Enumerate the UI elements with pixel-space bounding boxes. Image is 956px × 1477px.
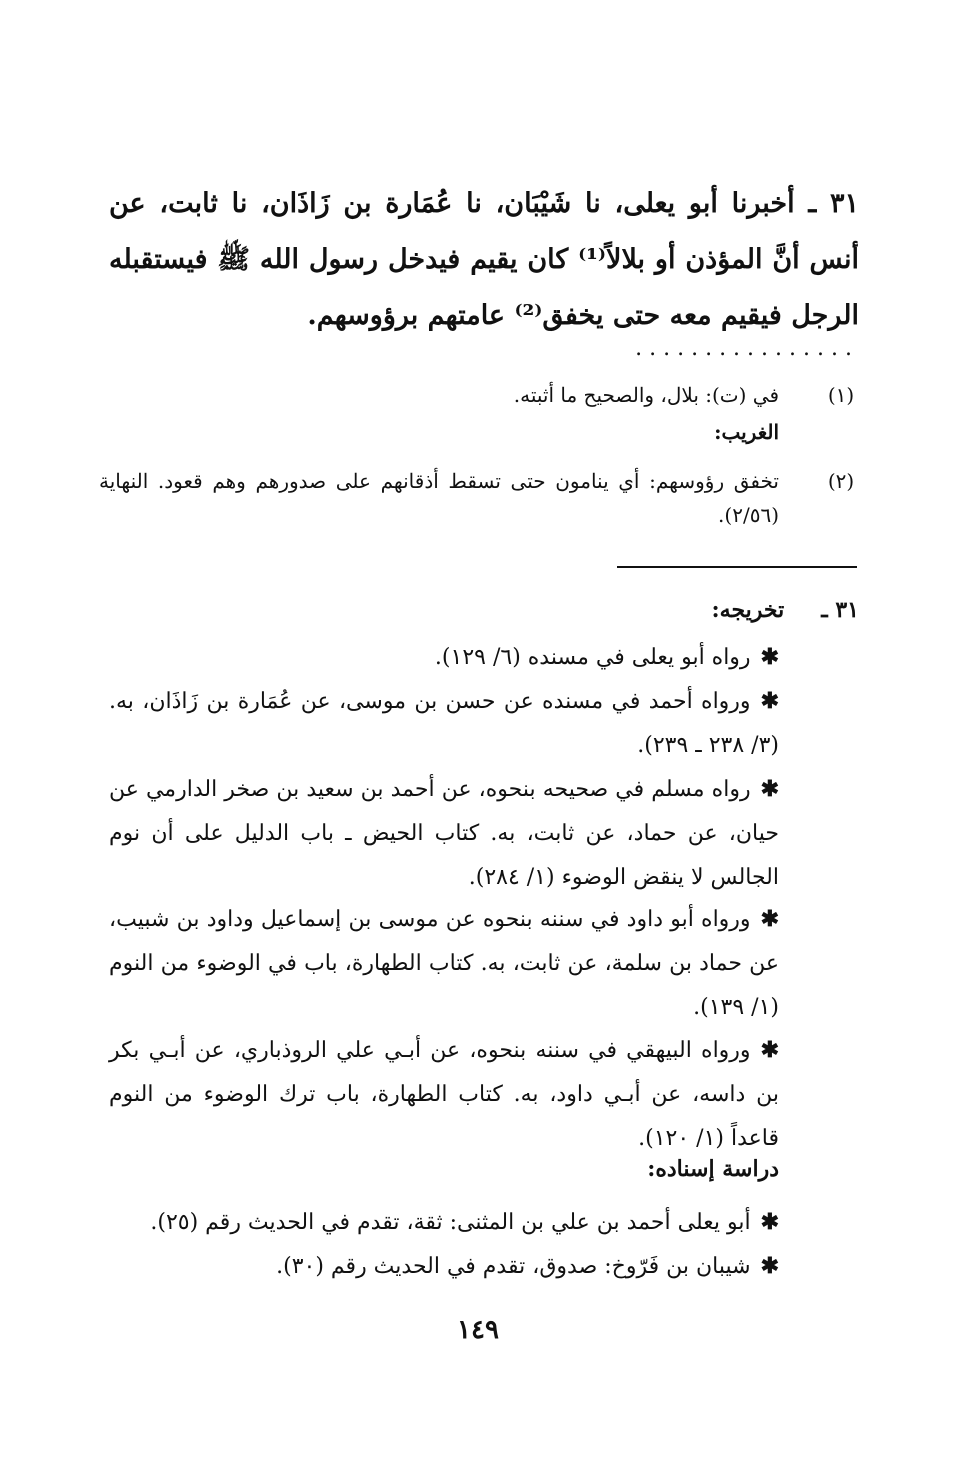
star-bullet-icon: ✱ <box>760 906 779 932</box>
star-bullet-icon: ✱ <box>760 1253 779 1279</box>
star-bullet-icon: ✱ <box>760 1209 779 1235</box>
star-bullet-icon: ✱ <box>760 644 779 670</box>
separator-dots: ................ <box>635 336 859 360</box>
isnad-entry <box>109 1244 779 1289</box>
takhrij-entry-text: رواه أبو يعلى في مسنده (٦/ ١٢٩). <box>434 645 751 670</box>
section-divider <box>617 566 857 568</box>
isnad-entry-text: شيبان بن فَرّوخ: صدوق، تقدم في الحديث رقم (٣٠). <box>276 1254 751 1279</box>
takhrij-entry <box>109 767 779 900</box>
footnote-number: (١) <box>827 383 855 407</box>
isnad-entry-text: أبو يعلى أحمد بن علي بن المثنى: ثقة، تقدم في الحديث رقم (٢٥). <box>150 1210 751 1235</box>
takhrij-number: ٣١ ـ <box>821 597 859 623</box>
isnad-entry <box>109 1200 779 1245</box>
takhrij-heading <box>99 588 859 632</box>
footnote-1 <box>99 378 859 412</box>
page-number: ١٤٩ <box>457 1315 499 1345</box>
takhrij-entry <box>109 897 779 1030</box>
isnad-heading: دراسة إسناده: <box>647 1156 779 1182</box>
hadith-text <box>109 176 859 344</box>
takhrij-entry <box>109 1028 779 1161</box>
glossary-label: الغريب: <box>714 420 779 444</box>
takhrij-entry-text: ورواه البيهقي في سننه بنحوه، عن أبـي علي الروذباري، عن أبـي بكر بن داسه، عن أبـي داود، به. كتاب الطهارة، باب ترك الوضوء من النوم قاعداً (١/ ١٢٠). <box>109 1038 779 1151</box>
takhrij-entry <box>109 679 779 768</box>
footnote-2 <box>99 464 859 532</box>
star-bullet-icon: ✱ <box>760 776 779 802</box>
takhrij-title: تخريجه: <box>711 597 785 623</box>
takhrij-entry-text: رواه مسلم في صحيحه بنحوه، عن أحمد بن سعيد بن صخر الدارمي عن حيان، عن حماد، عن ثابت، به. كتاب الحيض ـ باب الدليل على أن نوم الجالس لا ينقض الوضوء (١/ ٢٨٤). <box>109 777 779 890</box>
footnote-text: تخفق رؤوسهم: أي ينامون حتى تسقط أذقانهم على صدورهم وهم قعود. النهاية (٢/٥٦). <box>99 469 779 527</box>
footnote-number: (٢) <box>827 469 855 493</box>
star-bullet-icon: ✱ <box>760 688 779 714</box>
footnote-text: في (ت): بلال، والصحيح ما أثبته. <box>513 383 779 407</box>
takhrij-entry-text: ورواه أحمد في مسنده عن حسن بن موسى، عن عُمَارة بن زَاذَان، به. (٣/ ٢٣٨ ـ ٢٣٩). <box>109 689 779 758</box>
hadith-body: أخبرنا أبو يعلى، نا شَيْبَان، نا عُمَارة بن زَاذَان، نا ثابت، عن أنس أنَّ المؤذن أو بلالاً⁽¹⁾ كان يقيم فيدخل رسول الله ﷺ فيستقبله الرجل فيقيم معه حتى يخفق⁽²⁾ عامتهم برؤوسهم. <box>109 188 859 331</box>
hadith-number: ٣١ ـ <box>808 188 860 219</box>
takhrij-entry <box>109 635 779 680</box>
star-bullet-icon: ✱ <box>760 1037 779 1063</box>
takhrij-entry-text: ورواه أبو داود في سننه بنحوه عن موسى بن إسماعيل وداود بن شبيب، عن حماد بن سلمة، عن ثابت، به. كتاب الطهارة، باب في الوضوء من النوم (١/ ١٣٩). <box>109 907 779 1020</box>
